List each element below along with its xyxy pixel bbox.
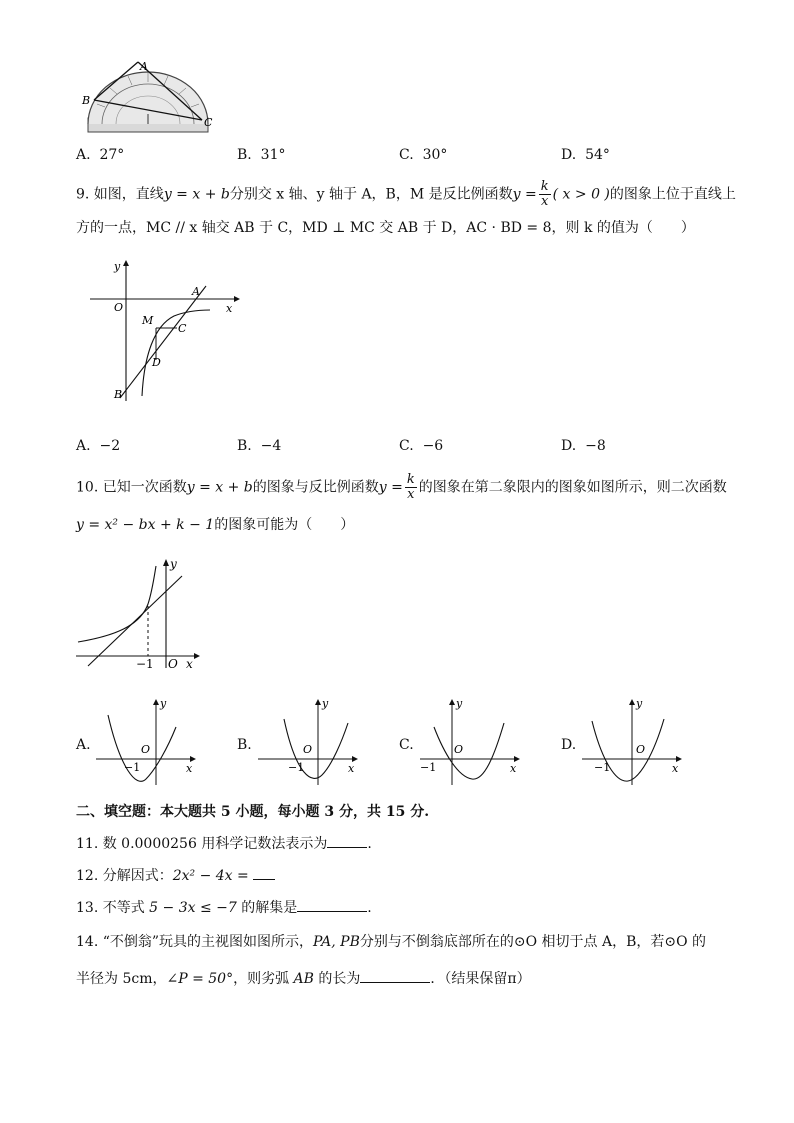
svg-text:O: O bbox=[454, 743, 464, 756]
label-O: O bbox=[168, 657, 178, 671]
svg-text:y: y bbox=[456, 697, 463, 710]
q11: 11. 数 0.0000256 用科学记数法表示为 . bbox=[76, 833, 372, 854]
q8-option-b: B. 31° bbox=[237, 147, 286, 163]
q10-option-a-graph bbox=[94, 697, 204, 787]
protractor-figure bbox=[80, 58, 220, 138]
svg-text:x: x bbox=[348, 762, 355, 775]
svg-text:y: y bbox=[322, 697, 329, 710]
q14-line1: 14. “不倒翁”玩具的主视图如图所示，PA, PB分别与不倒翁底部所在的⊙O 相切于点 A，B，若⊙O 的 bbox=[76, 934, 707, 950]
q10-option-c-graph bbox=[418, 697, 528, 787]
section-heading: 二、填空题：本大题共 5 小题，每小题 3 分，共 15 分. bbox=[76, 804, 430, 820]
q14-line2: 半径为 5cm，∠P = 50°，则劣弧 AB 的长为 ．（结果保留π） bbox=[76, 968, 531, 989]
svg-text:O: O bbox=[303, 743, 313, 756]
q9-option-c: C. −6 bbox=[399, 438, 444, 454]
q10-fraction: $\frac{k}{x}$ bbox=[406, 472, 415, 502]
q9-option-d: D. −8 bbox=[561, 438, 606, 454]
q9-stem-line1: 9. 如图，直线y = x + b分别交 x 轴、y 轴于 A，B，M 是反比例函数y = $\frac{k}{x}$ ( x > 0 )的图象上位于直线上 bbox=[76, 179, 736, 209]
svg-text:y: y bbox=[160, 697, 167, 710]
svg-text:O: O bbox=[636, 743, 646, 756]
q10-option-d-key: D. bbox=[561, 737, 577, 753]
label-D: D bbox=[152, 356, 161, 369]
label-x: x bbox=[186, 657, 193, 671]
q8-option-a: A. 27° bbox=[76, 147, 125, 163]
q10-stem-line1: 10. 已知一次函数y = x + b的图象与反比例函数y = $\frac{k}{x}$ 的图象在第二象限内的图象如图所示，则二次函数 bbox=[76, 472, 727, 502]
svg-text:−1: −1 bbox=[594, 761, 611, 774]
label-x: x bbox=[226, 302, 233, 315]
label-O: O bbox=[114, 301, 124, 314]
q10-stem-line2: y = x² − bx + k − 1的图象可能为（ ） bbox=[76, 517, 355, 533]
q13: 13. 不等式 5 − 3x ≤ −7 的解集是 . bbox=[76, 897, 372, 918]
svg-text:−1: −1 bbox=[124, 761, 141, 774]
q12: 12. 分解因式：2x² − 4x = bbox=[76, 865, 275, 886]
q8-option-d: D. 54° bbox=[561, 147, 610, 163]
q9-option-b: B. −4 bbox=[237, 438, 282, 454]
label-A: A bbox=[140, 60, 148, 73]
svg-text:y: y bbox=[636, 697, 643, 710]
q9-fraction: $\frac{k}{x}$ bbox=[540, 179, 549, 209]
q8-option-c: C. 30° bbox=[399, 147, 448, 163]
svg-text:O: O bbox=[141, 743, 151, 756]
label-B: B bbox=[114, 388, 123, 401]
label-B: B bbox=[82, 94, 91, 107]
q10-option-b-graph bbox=[256, 697, 366, 787]
svg-text:x: x bbox=[510, 762, 517, 775]
q9-figure bbox=[84, 256, 244, 406]
q10-option-a-key: A. bbox=[76, 737, 91, 753]
label-y: y bbox=[170, 557, 177, 571]
label-y: y bbox=[114, 260, 121, 273]
q10-figure bbox=[74, 556, 204, 672]
q9-option-a: A. −2 bbox=[76, 438, 121, 454]
label-minus1: −1 bbox=[136, 657, 154, 671]
svg-text:−1: −1 bbox=[420, 761, 437, 774]
label-C: C bbox=[178, 322, 187, 335]
q10-option-b-key: B. bbox=[237, 737, 252, 753]
q10-option-d-graph bbox=[580, 697, 690, 787]
q10-option-c-key: C. bbox=[399, 737, 414, 753]
svg-text:x: x bbox=[186, 762, 193, 775]
label-M: M bbox=[142, 314, 154, 327]
svg-text:x: x bbox=[672, 762, 679, 775]
label-C: C bbox=[204, 116, 213, 129]
label-A: A bbox=[192, 285, 200, 298]
svg-text:−1: −1 bbox=[288, 761, 305, 774]
q9-stem-line2: 方的一点，MC // x 轴交 AB 于 C，MD ⊥ MC 交 AB 于 D，AC · BD = 8，则 k 的值为（ ） bbox=[76, 220, 695, 236]
